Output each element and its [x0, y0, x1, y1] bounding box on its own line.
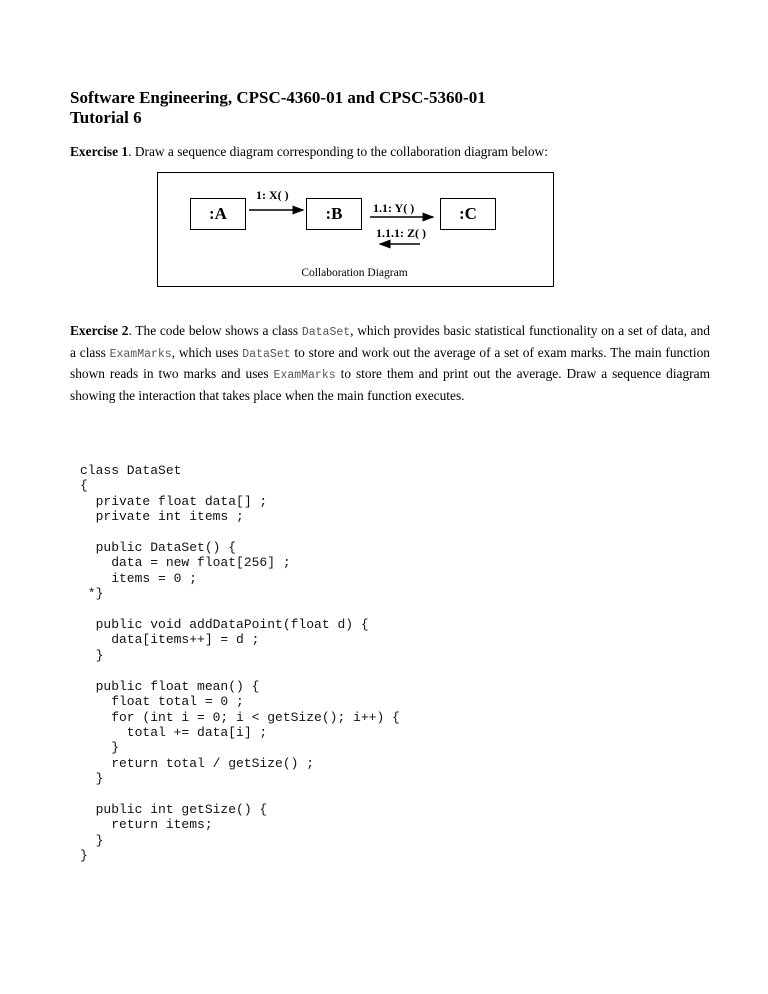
inline-code-dataset: DataSet: [301, 326, 351, 339]
object-c: :C: [440, 198, 496, 230]
exercise-2-text-4: to store and work out the average of a set of exam marks. The main function shown reads in two marks and uses: [70, 344, 710, 381]
exercise-2-text-1: . The code below shows a class: [128, 323, 302, 338]
diagram-caption: Collaboration Diagram: [301, 267, 408, 279]
exercise-1-label: Exercise 1: [70, 144, 129, 159]
title-line-1: Software Engineering, CPSC-4360-01 and CPSC-5360-01: [70, 88, 486, 107]
exercise-1-text: . Draw a sequence diagram corresponding to the collaboration diagram below:: [128, 144, 548, 159]
inline-code-dataset-2: DataSet: [242, 347, 291, 361]
exercise-2-paragraph: [70, 321, 710, 405]
exercise-2-text-3: , which uses: [171, 344, 243, 360]
inline-code-exammarks-2: ExamMarks: [273, 369, 336, 382]
code-listing: class DataSet { private float data[] ; private int items ; public DataSet() { data = new float[256] ; items = 0 ; *} public void addDataPoint(float d) { data[items++] = d ; } public float mean() { float total = 0 ; for (int i = 0; i < getSize(); i++) { total += data[i] ; } return total / getSize() ; } public int getSize() { return items; } }: [80, 463, 400, 864]
exercise-2-text-5: to store them and print out the average. Draw a sequence diagram showing the interaction that takes place when the main function executes.: [70, 366, 710, 403]
object-b: :B: [306, 198, 362, 230]
message-z: 1.1.1: Z( ): [376, 226, 426, 240]
object-a: :A: [190, 198, 246, 230]
exercise-2-label: Exercise 2: [70, 323, 129, 338]
inline-code-exammarks: ExamMarks: [109, 347, 172, 361]
message-y: 1.1: Y( ): [373, 201, 415, 215]
exercise-2-text-2: , which provides basic statistical functionality on a set of data, and a class: [70, 323, 710, 360]
title-line-2: Tutorial 6: [70, 108, 142, 127]
message-x: 1: X( ): [256, 188, 289, 202]
